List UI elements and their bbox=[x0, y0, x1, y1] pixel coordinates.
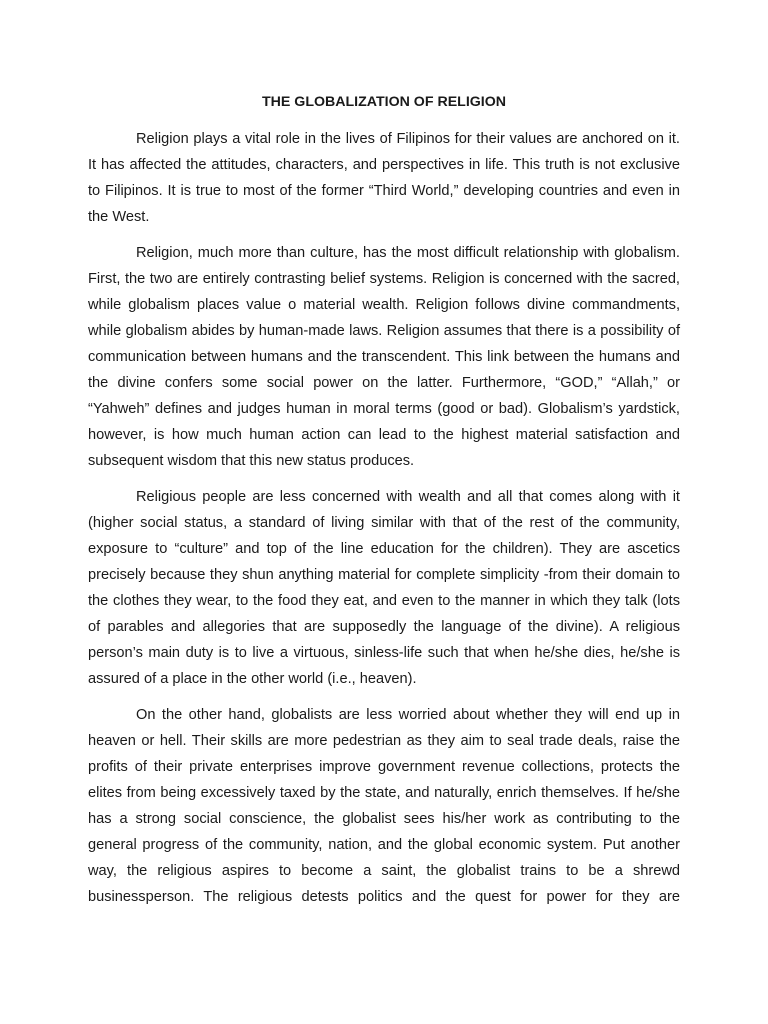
paragraph-1: Religion plays a vital role in the lives of Filipinos for their values are anchored on it. It has affected the attitudes, characters, and perspectives in life. This truth is not exclusive to Filipinos. It is true to most of the former “Third World,” developing countries and even in the West. bbox=[88, 131, 680, 225]
paragraph-2: Religion, much more than culture, has the most difficult relationship with globalism. First, the two are entirely contrasting belief systems. Religion is concerned with the sacred, while globalism places value o material wealth. Religion follows divine commandments, while globalism abides by human-made laws. Religion assumes that there is a possibility of communication between humans and the transcendent. This link between the humans and the divine confers some social power on the latter. Furthermore, “GOD,” “Allah,” or “Yahweh” defines and judges human in moral terms (good or bad). Globalism’s yardstick, however, is how much human action can lead to the highest material satisfaction and subsequent wisdom that this new status produces. bbox=[88, 245, 680, 469]
paragraph-3: Religious people are less concerned with wealth and all that comes along with it (higher social status, a standard of living similar with that of the rest of the community, exposure to “culture” and top of the line education for the children). They are ascetics precisely because they shun anything material for complete simplicity -from their domain to the clothes they wear, to the food they eat, and even to the manner in which they talk (lots of parables and allegories that are supposedly the language of the divine). A religious person’s main duty is to live a virtuous, sinless-life such that when he/she dies, he/she is assured of a place in the other world (i.e., heaven). bbox=[88, 489, 680, 687]
paragraph-4: On the other hand, globalists are less worried about whether they will end up in heaven or hell. Their skills are more pedestrian as they aim to seal trade deals, raise the profits of their private enterprises improve government revenue collections, protects the elites from being excessively taxed by the state, and naturally, enrich themselves. If he/she has a strong social conscience, the globalist sees his/her work as contributing to the general progress of the community, nation, and the global economic system. Put another way, the religious aspires to become a saint, the globalist trains to be a shrewd businessperson. The religious detests politics and the quest for power for they are bbox=[88, 707, 680, 905]
document-page bbox=[88, 90, 680, 920]
document-title: THE GLOBALIZATION OF RELIGION bbox=[261, 94, 507, 110]
